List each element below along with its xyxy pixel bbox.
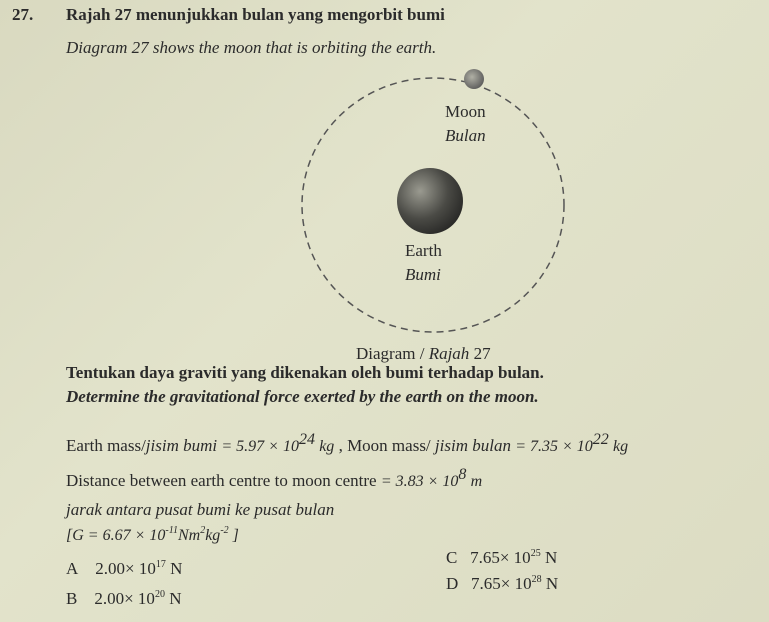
- moon-label: Moon: [445, 102, 486, 121]
- option-d[interactable]: D $7.65\times 10^{28}$ N: [446, 574, 559, 593]
- earth-icon: [397, 168, 463, 234]
- option-b[interactable]: B $2.00\times 10^{20}$ N: [66, 589, 182, 608]
- moon-label-malay: Bulan: [445, 126, 486, 145]
- distance-line: Distance between earth centre to moon centre = $3.83 \times 10^8$ m: [66, 466, 483, 490]
- earth-label-malay: Bumi: [405, 265, 441, 284]
- title-malay: Rajah 27 menunjukkan bulan yang mengorbit bumi: [66, 5, 445, 24]
- mass-line: Earth mass/jisim bumi = $5.97 \times 10^{24}$ kg , Moon mass/ jisim bulan = $7.35 \times 10^{22}$ kg: [66, 431, 629, 455]
- diagram-caption: Diagram / Rajah 27: [356, 344, 491, 363]
- moon-icon: [464, 69, 484, 89]
- gravitational-constant: [$G = 6.67 \times 10^{-11}Nm^2kg^{-2}$ ]: [66, 525, 239, 544]
- prompt-english: Determine the gravitational force exerted by the earth on the moon.: [66, 387, 539, 406]
- earth-label: Earth: [405, 241, 442, 260]
- prompt-malay: Tentukan daya graviti yang dikenakan oleh bumi terhadap bulan.: [66, 363, 544, 382]
- option-c[interactable]: C $7.65\times 10^{25}$ N: [446, 548, 558, 567]
- option-a[interactable]: A $2.00\times 10^{17}$ N: [66, 559, 183, 578]
- title-english: Diagram 27 shows the moon that is orbiting the earth.: [66, 38, 437, 57]
- distance-label-malay: jarak antara pusat bumi ke pusat bulan: [66, 500, 335, 519]
- question-number: 27.: [12, 5, 34, 24]
